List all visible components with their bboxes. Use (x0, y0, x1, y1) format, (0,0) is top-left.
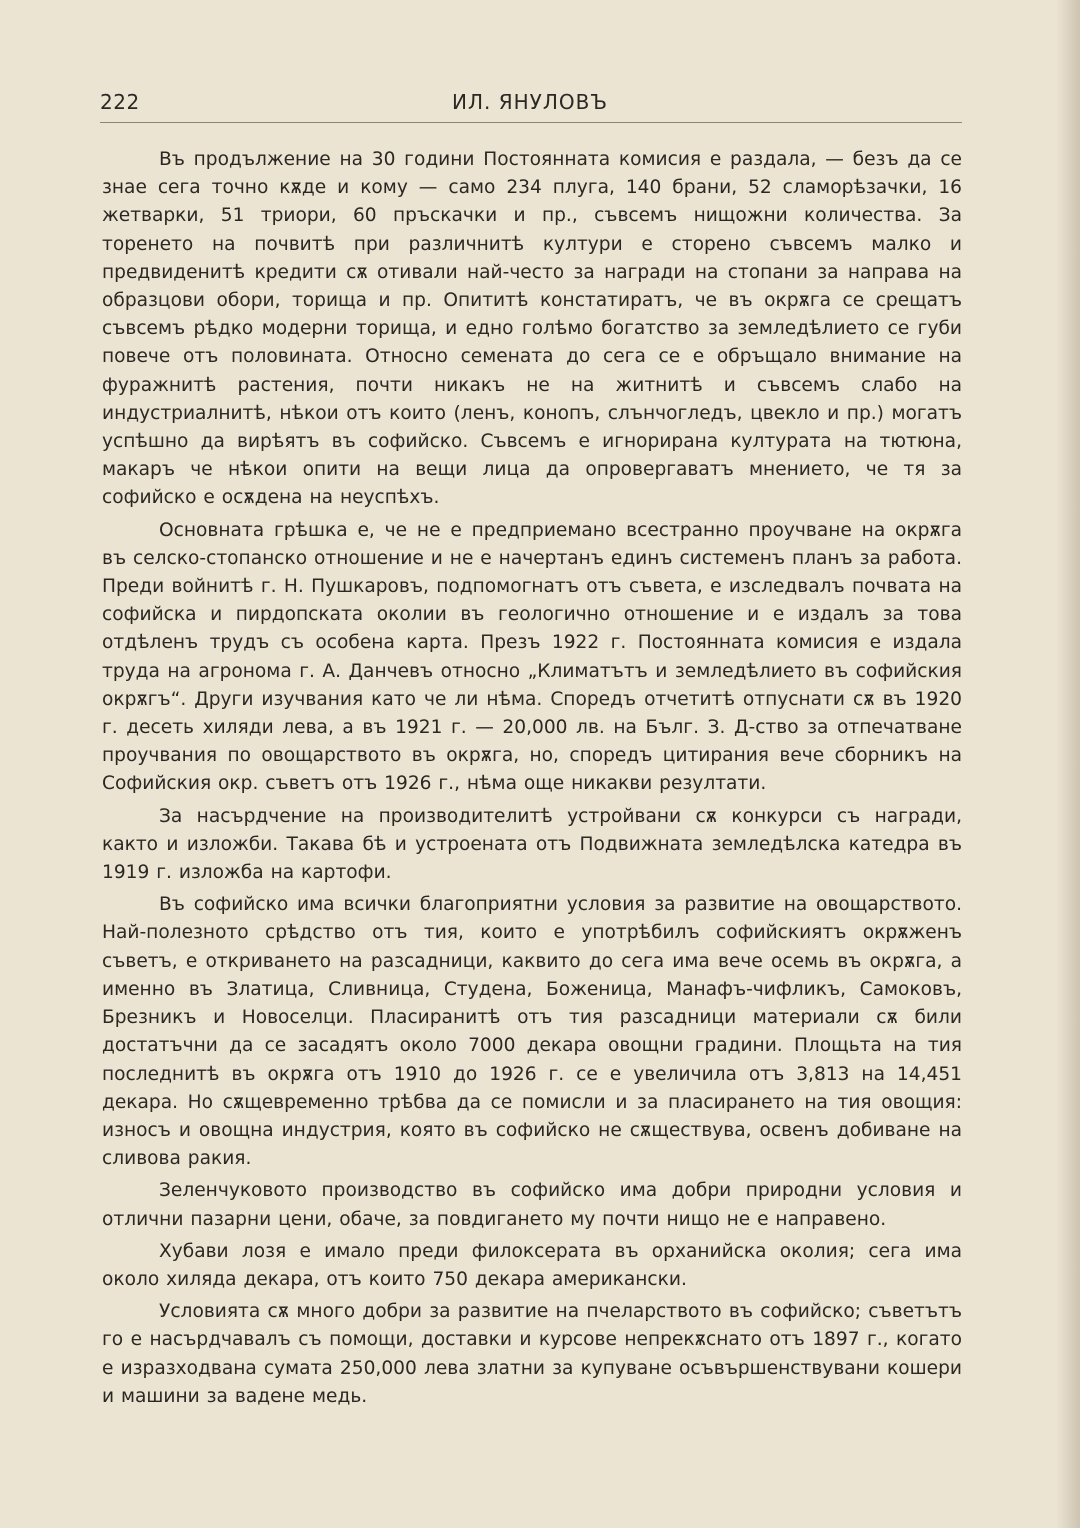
paragraph: За насърдчение на производителитѣ устройвани сѫ конкурси съ награди, както и изложби. Такава бѣ и устроената отъ Подвижната земледѣлска катедра въ 1919 г. изложба на картофи. (102, 805, 962, 884)
paragraph: Зеленчуковото производство въ софийско има добри природни условия и отлични пазарни цени, обаче, за повдигането му почти нищо не е направено. (102, 1180, 962, 1230)
paragraph: Хубави лозя е имало преди филоксерата въ орханийска околия; сега има около хиляда декара, отъ които 750 декара американски. (102, 1240, 962, 1290)
paragraph: Въ софийско има всички благоприятни условия за развитие на овощарството. Най-полезното срѣдство отъ тия, които е употрѣбилъ софийскиятъ окрѫженъ съветъ, е откриването на разсадници, каквито до сега има вече осемь въ окрѫга, а именно въ Златица, Сливница, Студена, Боженица, Манафъ-чифликъ, Самоковъ, Брезникъ и Новоселци. Пласиранитѣ отъ тия разсадници материали сѫ били достатъчни да се засадятъ около 7000 декара овощни градини. Площьта на тия последнитѣ въ окрѫга отъ 1910 до 1926 г. се е увеличила отъ 3,813 на 14,451 декара. Но сѫщевременно трѣбва да се помисли и за пласирането на тия овощия: износъ и овощна индустрия, която въ софийско не сѫществува, освенъ добиване на сливова ракия. (102, 894, 962, 1170)
page-number: 222 (100, 90, 140, 114)
running-head-author: ИЛ. ЯНУЛОВЪ (452, 90, 608, 114)
paragraph: Основната грѣшка е, че не е предприемано всестранно проучване на окрѫга въ селско-стопанско отношение и не е начертанъ единъ системенъ планъ за работа. Преди войнитѣ г. Н. Пушкаровъ, подпомогнатъ отъ съвета, е изследвалъ почвата на софийска и пирдопската околии въ геологично отношение и е издалъ за това отдѣленъ трудъ съ особена карта. Презъ 1922 г. Постоянната комисия е издала труда на агронома г. А. Данчевъ относно „Климатътъ и земледѣлието въ софийския окрѫгъ“. Други изучвания като че ли нѣма. Споредъ отчетитѣ отпуснати сѫ въ 1920 г. десеть хиляди лева, а въ 1921 г. — 20,000 лв. на Бълг. З. Д-ство за отпечатване проучвания по овощарството въ окрѫга, но, споредъ цитирания вече сборникъ на Софийския окр. съветъ отъ 1926 г., нѣма още никакви резултати. (102, 519, 962, 795)
page-edge-shadow (1056, 0, 1080, 1528)
page-header (100, 90, 962, 123)
paragraph: Въ продължение на 30 години Постоянната комисия е раздала, — безъ да се знае сега точно кѫде и кому — само 234 плуга, 140 брани, 52 сламорѣзачки, 16 жетварки, 51 триори, 60 пръскачки и пр., съвсемъ нищожни количества. За торенето на почвитѣ при различнитѣ култури е сторено съвсемъ малко и предвиденитѣ кредити сѫ отивали най-често за награди на стопани за направа на образцови обори, торища и пр. Опититѣ констатиратъ, че въ окрѫга се срещатъ съвсемъ рѣдко модерни торища, и едно голѣмо богатство за земледѣлието се губи повече отъ половината. Относно семената до сега се е обръщало внимание на фуражнитѣ растения, почти никакъ не на житнитѣ и съвсемъ слабо на индустриалнитѣ, нѣкои отъ които (ленъ, конопъ, слънчогледъ, цвекло и пр.) могатъ успѣшно да вирѣятъ въ софийско. Съвсемъ е игнорирана културата на тютюна, макаръ че нѣкои опити на вещи лица да опровергаватъ мнението, че тя за софийско е осѫдена на неуспѣхъ. (102, 149, 962, 509)
body-text (102, 146, 962, 1415)
paragraph: Условията сѫ много добри за развитие на пчеларството въ софийско; съветътъ го е насърдчавалъ съ помощи, доставки и курсове непрекѫснато отъ 1897 г., когато е изразходвана сумата 250,000 лева златни за купуване осъвършенствувани кошери и машини за вадене медь. (102, 1301, 962, 1407)
